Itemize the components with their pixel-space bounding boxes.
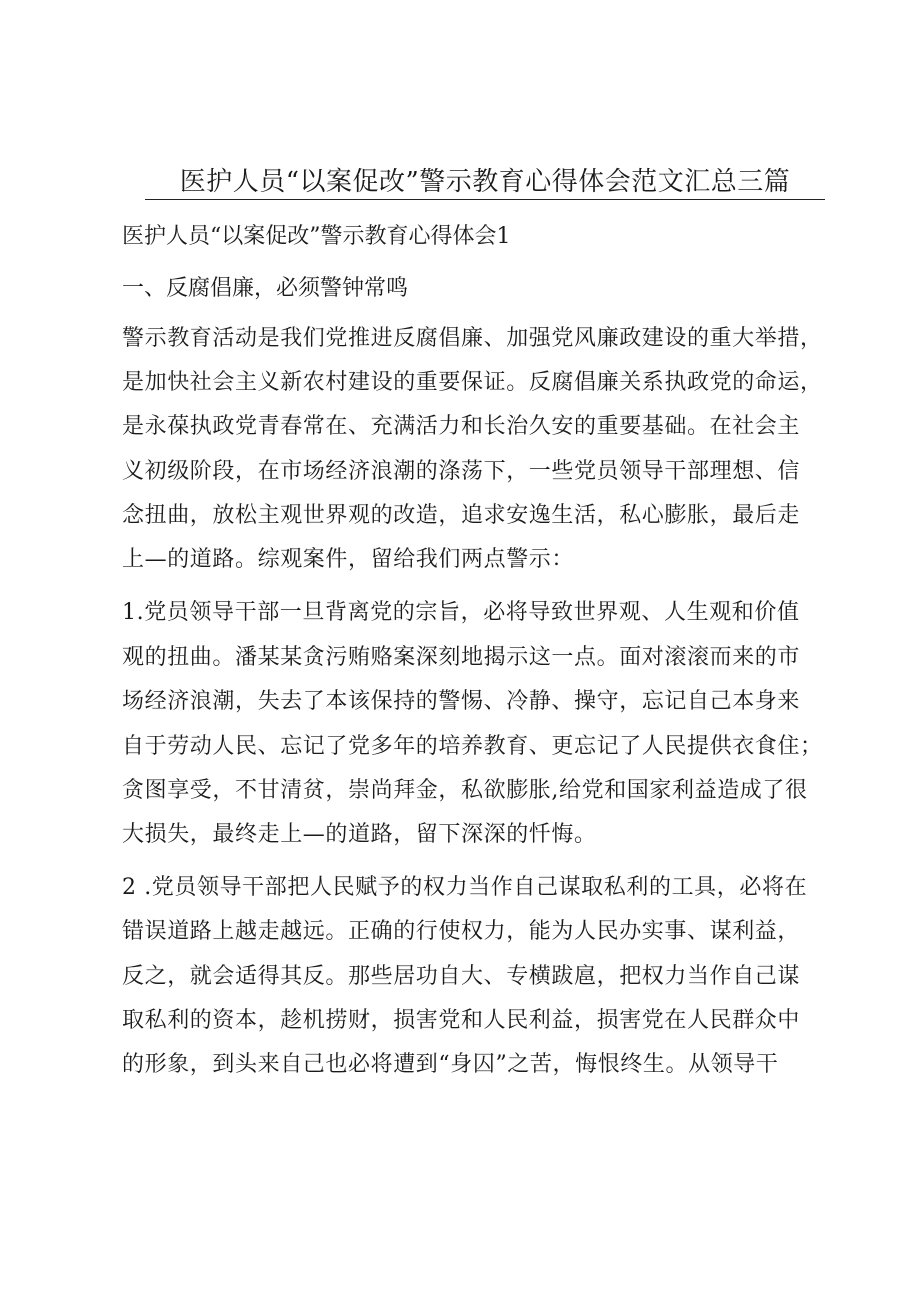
document-title: 医护人员“以案促改”警示教育心得体会范文汇总三篇 (179, 167, 791, 197)
paragraph-2-line: 场经济浪潮，失去了本该保持的警惕、冷静、操守，忘记自己本身来 (122, 689, 801, 714)
paragraph-2-line: 贪图享受，不甘清贫，崇尚拜金，私欲膨胀,给党和国家利益造成了很 (122, 778, 808, 803)
paragraph-2-line: 1.党员领导干部一旦背离党的宗旨，必将导致世界观、人生观和价值 (122, 600, 800, 625)
paragraph-1-line: 是永葆执政党青春常在、充满活力和长治久安的重要基础。在社会主 (122, 414, 801, 439)
paragraph-3-line: 2 .党员领导干部把人民赋予的权力当作自己谋取私利的工具，必将在 (122, 875, 808, 900)
paragraph-1-line: 念扭曲，放松主观世界观的改造，追求安逸生活，私心膨胀，最后走 (122, 503, 801, 528)
section-heading: 医护人员“以案促改”警示教育心得体会1 (122, 224, 511, 249)
paragraph-3-line: 错误道路上越走越远。正确的行使权力，能为人民办实事、谋利益， (122, 919, 801, 944)
paragraph-3-line: 取私利的资本，趁机捞财，损害党和人民利益，损害党在人民群众中 (122, 1008, 801, 1033)
paragraph-3-line: 反之，就会适得其反。那些居功自大、专横跋扈，把权力当作自己谋 (122, 964, 801, 989)
paragraph-1-line: 是加快社会主义新农村建设的重要保证。反腐倡廉关系执政党的命运， (122, 370, 823, 395)
paragraph-2-line: 自于劳动人民、忘记了党多年的培养教育、更忘记了人民提供衣食住； (122, 734, 823, 759)
paragraph-2-line: 大损失，最终走上—的道路，留下深深的忏悔。 (122, 822, 597, 847)
subheading-1: 一、反腐倡廉，必须警钟常鸣 (122, 276, 409, 301)
paragraph-1-line: 上—的道路。综观案件，留给我们两点警示： (122, 547, 575, 572)
paragraph-2-line: 观的扭曲。潘某某贪污贿赂案深刻地揭示这一点。面对滚滚而来的市 (122, 645, 801, 670)
paragraph-1-line: 警示教育活动是我们党推进反腐倡廉、加强党风廉政建设的重大举措， (122, 326, 823, 351)
paragraph-1-line: 义初级阶段，在市场经济浪潮的涤荡下，一些党员领导干部理想、信 (122, 459, 801, 484)
title-underline (145, 199, 825, 200)
paragraph-3-line: 的形象，到头来自己也必将遭到“身囚”之苦，悔恨终生。从领导干 (122, 1052, 779, 1077)
